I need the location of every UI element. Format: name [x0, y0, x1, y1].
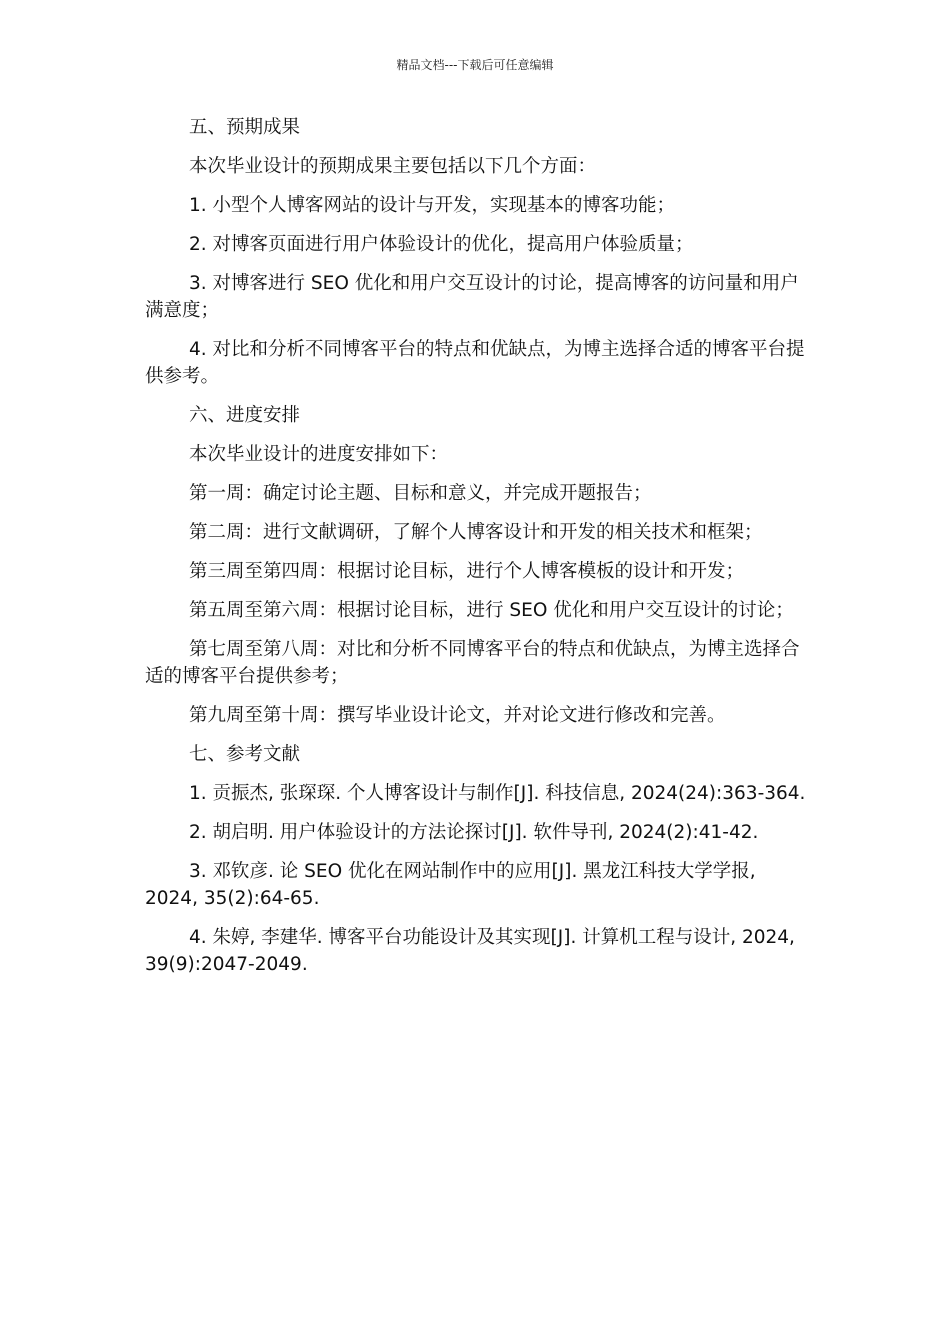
- schedule-item: 第五周至第六周：根据讨论目标，进行 SEO 优化和用户交互设计的讨论；: [189, 600, 794, 621]
- list-item: 2. 对博客页面进行用户体验设计的优化，提高用户体验质量；: [189, 234, 694, 255]
- schedule-item: 第一周：确定讨论主题、目标和意义，并完成开题报告；: [189, 483, 652, 504]
- reference-item: 2. 胡启明. 用户体验设计的方法论探讨[J]. 软件导刊, 2024(2):41-42.: [189, 822, 759, 843]
- list-item: 3. 对博客进行 SEO 优化和用户交互设计的讨论，提高博客的访问量和用户满意度；: [145, 273, 799, 321]
- reference-item: 3. 邓钦彦. 论 SEO 优化在网站制作中的应用[J]. 黑龙江科技大学学报, 2024, 35(2):64-65.: [145, 861, 756, 909]
- section-heading-references: 七、参考文献: [189, 744, 301, 765]
- paragraph: 本次毕业设计的预期成果主要包括以下几个方面：: [189, 156, 597, 177]
- schedule-item: 第二周：进行文献调研，了解个人博客设计和开发的相关技术和框架；: [189, 522, 763, 543]
- document-body: [145, 114, 810, 990]
- schedule-item: 第三周至第四周：根据讨论目标，进行个人博客模板的设计和开发；: [189, 561, 745, 582]
- reference-item: 1. 贡振杰, 张琛琛. 个人博客设计与制作[J]. 科技信息, 2024(24):363-364.: [189, 783, 806, 804]
- schedule-item: 第七周至第八周：对比和分析不同博客平台的特点和优缺点，为博主选择合适的博客平台提供参考；: [145, 639, 800, 687]
- section-heading-schedule: 六、进度安排: [189, 405, 301, 426]
- paragraph: 本次毕业设计的进度安排如下：: [189, 444, 449, 465]
- list-item: 4. 对比和分析不同博客平台的特点和优缺点，为博主选择合适的博客平台提供参考。: [145, 339, 805, 387]
- section-heading-expected-results: 五、预期成果: [189, 117, 301, 138]
- schedule-item: 第九周至第十周：撰写毕业设计论文，并对论文进行修改和完善。: [189, 705, 726, 726]
- page-header: 精品文档---下载后可任意编辑: [396, 58, 554, 72]
- list-item: 1. 小型个人博客网站的设计与开发，实现基本的博客功能；: [189, 195, 676, 216]
- reference-item: 4. 朱婷, 李建华. 博客平台功能设计及其实现[J]. 计算机工程与设计, 2024, 39(9):2047-2049.: [145, 927, 795, 975]
